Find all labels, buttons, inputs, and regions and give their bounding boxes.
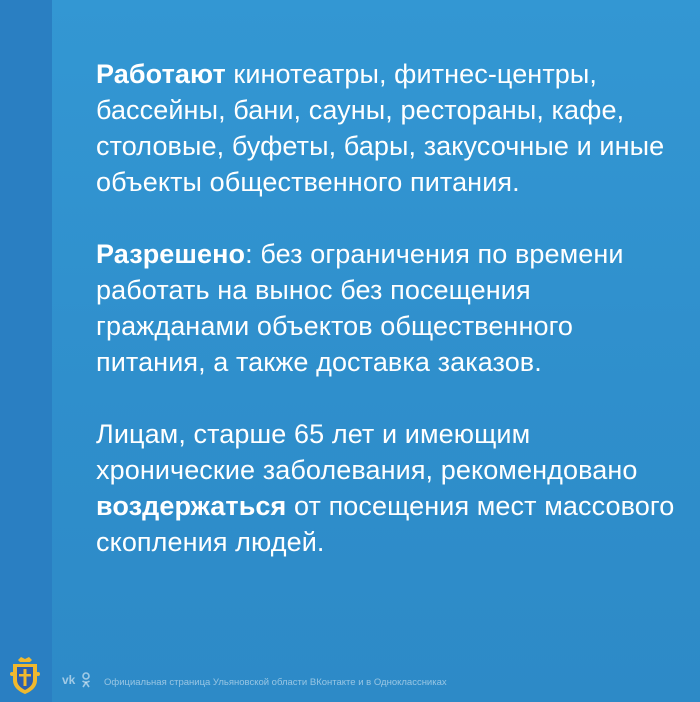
ok-icon[interactable] <box>81 672 91 688</box>
vk-icon[interactable]: vk <box>62 673 76 687</box>
social-icons <box>62 672 91 688</box>
paragraph-allowed-bold: Разрешено <box>96 239 246 269</box>
paragraph-working-text: кинотеатры, фитнес-центры, бассейны, бани, сауны, рестораны, кафе, столовые, буфеты, бары, закусочные и иные объекты общественного питания. <box>96 59 665 197</box>
footer <box>0 650 700 702</box>
paragraph-recommendation-text-after: от посещения мест массового скопления людей. <box>96 491 675 557</box>
paragraph-recommendation-bold: воздержаться <box>96 491 287 521</box>
coat-of-arms-emblem <box>8 656 42 696</box>
side-strip <box>0 0 52 702</box>
paragraph-working <box>96 56 686 200</box>
paragraph-working-bold: Работают <box>96 59 226 89</box>
paragraph-allowed <box>96 236 686 380</box>
paragraph-recommendation <box>96 416 686 560</box>
paragraph-allowed-text: : без ограничения по времени работать на вынос без посещения гражданами объектов общественного питания, а также доставка заказов. <box>96 239 624 377</box>
footer-caption: Официальная страница Ульяновской области ВКонтакте и в Одноклассниках <box>104 677 447 688</box>
paragraph-recommendation-text-before: Лицам, старше 65 лет и имеющим хронические заболевания, рекомендовано <box>96 419 638 485</box>
main-text <box>96 56 686 560</box>
